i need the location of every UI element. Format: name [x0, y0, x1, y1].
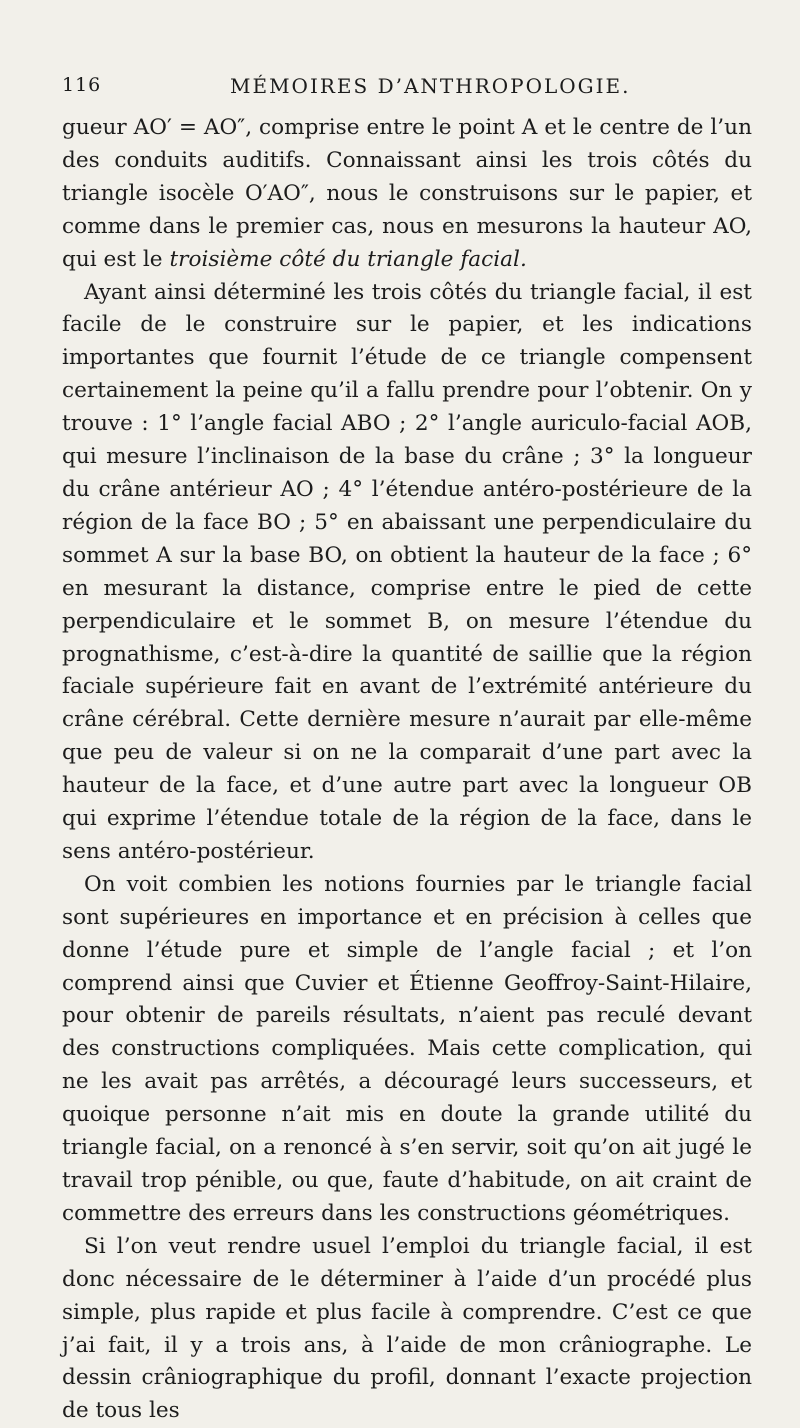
- running-title: MÉMOIRES D’ANTHROPOLOGIE.: [230, 74, 631, 98]
- italic-phrase: troisième côté du triangle facial.: [169, 246, 527, 272]
- paragraph-text: gueur AO′ = AO″, comprise entre le point A et le centre de l’un des conduits auditifs. Connaissant ainsi les trois côtés du triangle isocèle O′AO″, nous le construisons sur le papier, et comme dans le premier cas, nous en mesurons la hauteur AO, qui est le: [62, 115, 752, 272]
- paragraph: On voit combien les notions fournies par le triangle facial sont supérieures en importance et en précision à celles que donne l’étude pure et simple de l’angle facial ; et l’on comprend ainsi que Cuvier et Étienne Geoffroy-Saint-Hilaire, pour obtenir de pareils résultats, n’aient pas reculé devant des constructions compliquées. Mais cette complication, qui ne les avait pas arrêtés, a découragé leurs successeurs, et quoique personne n’ait mis en doute la grande utilité du triangle facial, on a renoncé à s’en servir, soit qu’on ait jugé le travail trop pénible, ou que, faute d’habitude, on ait craint de commettre des erreurs dans les constructions géométriques.: [62, 871, 752, 1226]
- page-number: 116: [62, 74, 102, 96]
- paragraph-continued: [62, 112, 752, 277]
- body-text: [62, 112, 752, 1428]
- paragraph: Ayant ainsi déterminé les trois côtés du triangle facial, il est facile de le construire sur le papier, et les indications importantes que fournit l’étude de ce triangle compensent certainement la peine qu’il a fallu prendre pour l’obtenir. On y trouve : 1° l’angle facial ABO ; 2° l’angle auriculo-facial AOB, qui mesure l’inclinaison de la base du crâne ; 3° la longueur du crâne antérieur AO ; 4° l’étendue antéro-postérieure de la région de la face BO ; 5° en abaissant une perpendiculaire du sommet A sur la base BO, on obtient la hauteur de la face ; 6° en mesurant la distance, comprise entre le pied de cette perpendiculaire et le sommet B, on mesure l’étendue du prognathisme, c’est-à-dire la quantité de saillie que la région faciale supérieure fait en avant de l’extrémité antérieure du crâne cérébral. Cette dernière mesure n’aurait par elle-même que peu de valeur si on ne la comparait d’une part avec la hauteur de la face, et d’une autre part avec la longueur OB qui exprime l’étendue totale de la région de la face, dans le sens antéro-postérieur.: [62, 279, 752, 864]
- page-header: [62, 68, 752, 108]
- book-page: [62, 68, 752, 1428]
- paragraph: Si l’on veut rendre usuel l’emploi du triangle facial, il est donc nécessaire de le déterminer à l’aide d’un procédé plus simple, plus rapide et plus facile à comprendre. C’est ce que j’ai fait, il y a trois ans, à l’aide de mon crâniographe. Le dessin crâniographique du profil, donnant l’exacte projection de tous les: [62, 1233, 752, 1424]
